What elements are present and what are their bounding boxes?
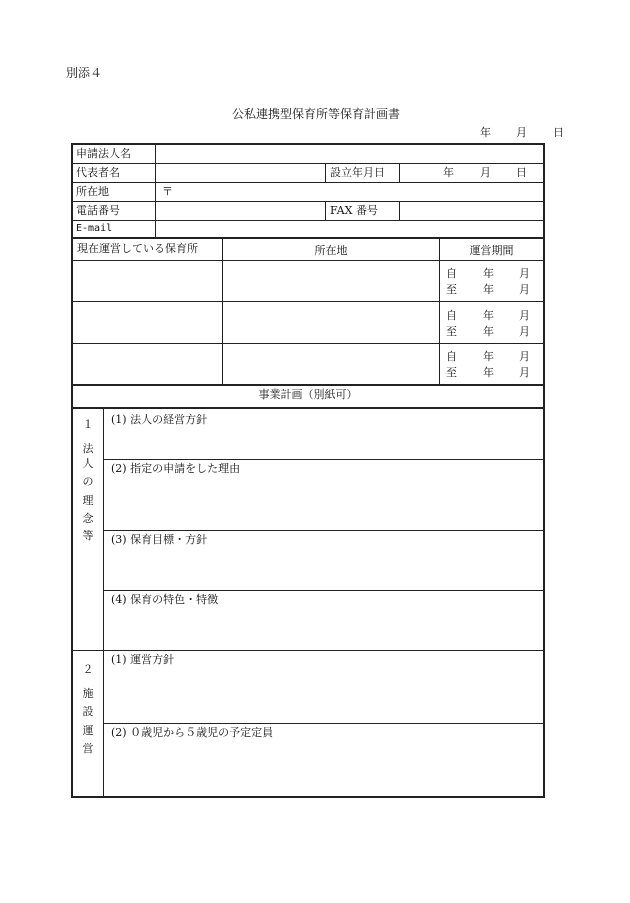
section2-item-operation-policy: (1) 運営方針 [111, 653, 175, 666]
item-divider [103, 590, 545, 591]
facility-row-divider [71, 301, 545, 302]
section1-title-char: の [82, 475, 94, 488]
period-month-label: 月 [519, 325, 530, 338]
established-day-label: 日 [516, 166, 527, 179]
facility-address-field[interactable] [224, 345, 438, 383]
section-label-column-divider [103, 409, 104, 797]
section1-title-char: 理 [82, 494, 94, 507]
facility-name-field[interactable] [73, 345, 221, 383]
section1-number: １ [82, 418, 94, 431]
facility-col-divider [222, 239, 223, 385]
period-year-label: 年 [483, 366, 494, 379]
period-month-label: 月 [519, 309, 530, 322]
section2-number: ２ [82, 663, 94, 676]
business-plan-header: 事業計画（別紙可） [258, 388, 358, 401]
childcare-features-field[interactable] [105, 608, 542, 649]
section2-item-planned-capacity: (2) ０歳児から５歳児の予定定員 [111, 726, 274, 739]
established-label: 設立年月日 [330, 166, 385, 179]
section1-item-application-reason: (2) 指定の申請をした理由 [111, 462, 241, 475]
col-divider [325, 201, 326, 221]
facility-row-divider [71, 343, 545, 344]
established-month-label: 月 [480, 166, 491, 179]
outer-border-right [543, 143, 545, 798]
facility-name-field[interactable] [73, 303, 221, 342]
section2-title-char: 運 [82, 724, 94, 737]
section2-title-char: 施 [82, 687, 94, 700]
facility-address-header: 所在地 [314, 244, 348, 257]
period-from-label: 自 [446, 350, 457, 363]
date-year-label: 年 [480, 126, 491, 139]
period-month-label: 月 [519, 350, 530, 363]
corp-name-label: 申請法人名 [76, 147, 131, 160]
facility-address-field[interactable] [224, 303, 438, 342]
email-label: E-mail [76, 223, 113, 234]
operation-policy-field[interactable] [105, 668, 542, 722]
established-year-label: 年 [443, 166, 454, 179]
period-year-label: 年 [483, 267, 494, 280]
col-divider [399, 201, 400, 221]
address-field[interactable] [176, 184, 542, 200]
period-year-label: 年 [483, 283, 494, 296]
period-to-label: 至 [446, 325, 457, 338]
period-to-label: 至 [446, 366, 457, 379]
date-day-label: 日 [553, 126, 564, 139]
section1-item-childcare-features: (4) 保育の特色・特徴 [111, 593, 219, 606]
email-field[interactable] [157, 221, 542, 236]
item-divider [103, 459, 545, 460]
period-to-label: 至 [446, 283, 457, 296]
representative-label: 代表者名 [76, 166, 120, 179]
period-month-label: 月 [519, 366, 530, 379]
postal-mark: 〒 [162, 185, 173, 198]
date-month-label: 月 [516, 126, 527, 139]
fax-label: FAX 番号 [330, 204, 378, 217]
address-label: 所在地 [76, 185, 109, 198]
period-month-label: 月 [519, 267, 530, 280]
section2-title-char: 設 [82, 705, 94, 718]
item-divider [103, 723, 545, 724]
representative-field[interactable] [157, 164, 324, 181]
section1-title-char: 等 [82, 529, 94, 542]
phone-field[interactable] [157, 202, 324, 219]
outer-border-bottom [71, 796, 545, 798]
section-divider [71, 384, 545, 386]
childcare-goals-field[interactable] [105, 548, 542, 589]
facility-name-field[interactable] [73, 262, 221, 300]
period-year-label: 年 [483, 350, 494, 363]
section1-item-childcare-goals: (3) 保育目標・方針 [111, 533, 208, 546]
section-divider [71, 237, 545, 239]
period-month-label: 月 [519, 283, 530, 296]
item-divider [103, 530, 545, 531]
facility-header-divider [71, 260, 545, 261]
period-year-label: 年 [483, 325, 494, 338]
period-year-label: 年 [483, 309, 494, 322]
period-from-label: 自 [446, 309, 457, 322]
management-policy-field[interactable] [105, 428, 542, 458]
section-divider [71, 407, 545, 409]
label-column-divider [155, 144, 156, 238]
section1-item-management-policy: (1) 法人の経営方針 [111, 413, 208, 426]
col-divider [325, 163, 326, 183]
attachment-label: 別添４ [66, 66, 103, 80]
phone-label: 電話番号 [76, 204, 120, 217]
section1-title-char: 念 [82, 512, 94, 525]
col-divider [399, 163, 400, 183]
facility-period-header: 運営期間 [469, 244, 514, 257]
facility-name-header: 現在運営している保育所 [77, 242, 198, 255]
corp-name-field[interactable] [157, 145, 542, 162]
fax-field[interactable] [401, 202, 542, 219]
planned-capacity-field[interactable] [105, 741, 542, 795]
section2-title-char: 営 [82, 742, 94, 755]
document-title: 公私連携型保育所等保育計画書 [232, 107, 401, 121]
period-from-label: 自 [446, 267, 457, 280]
section-divider [71, 650, 545, 651]
section1-title-char: 人 [82, 457, 94, 470]
row-divider [71, 182, 545, 183]
section1-title-char: 法 [82, 442, 94, 455]
facility-address-field[interactable] [224, 262, 438, 300]
application-reason-field[interactable] [105, 477, 542, 529]
outer-border-left [71, 143, 73, 798]
facility-col-divider [439, 239, 440, 385]
